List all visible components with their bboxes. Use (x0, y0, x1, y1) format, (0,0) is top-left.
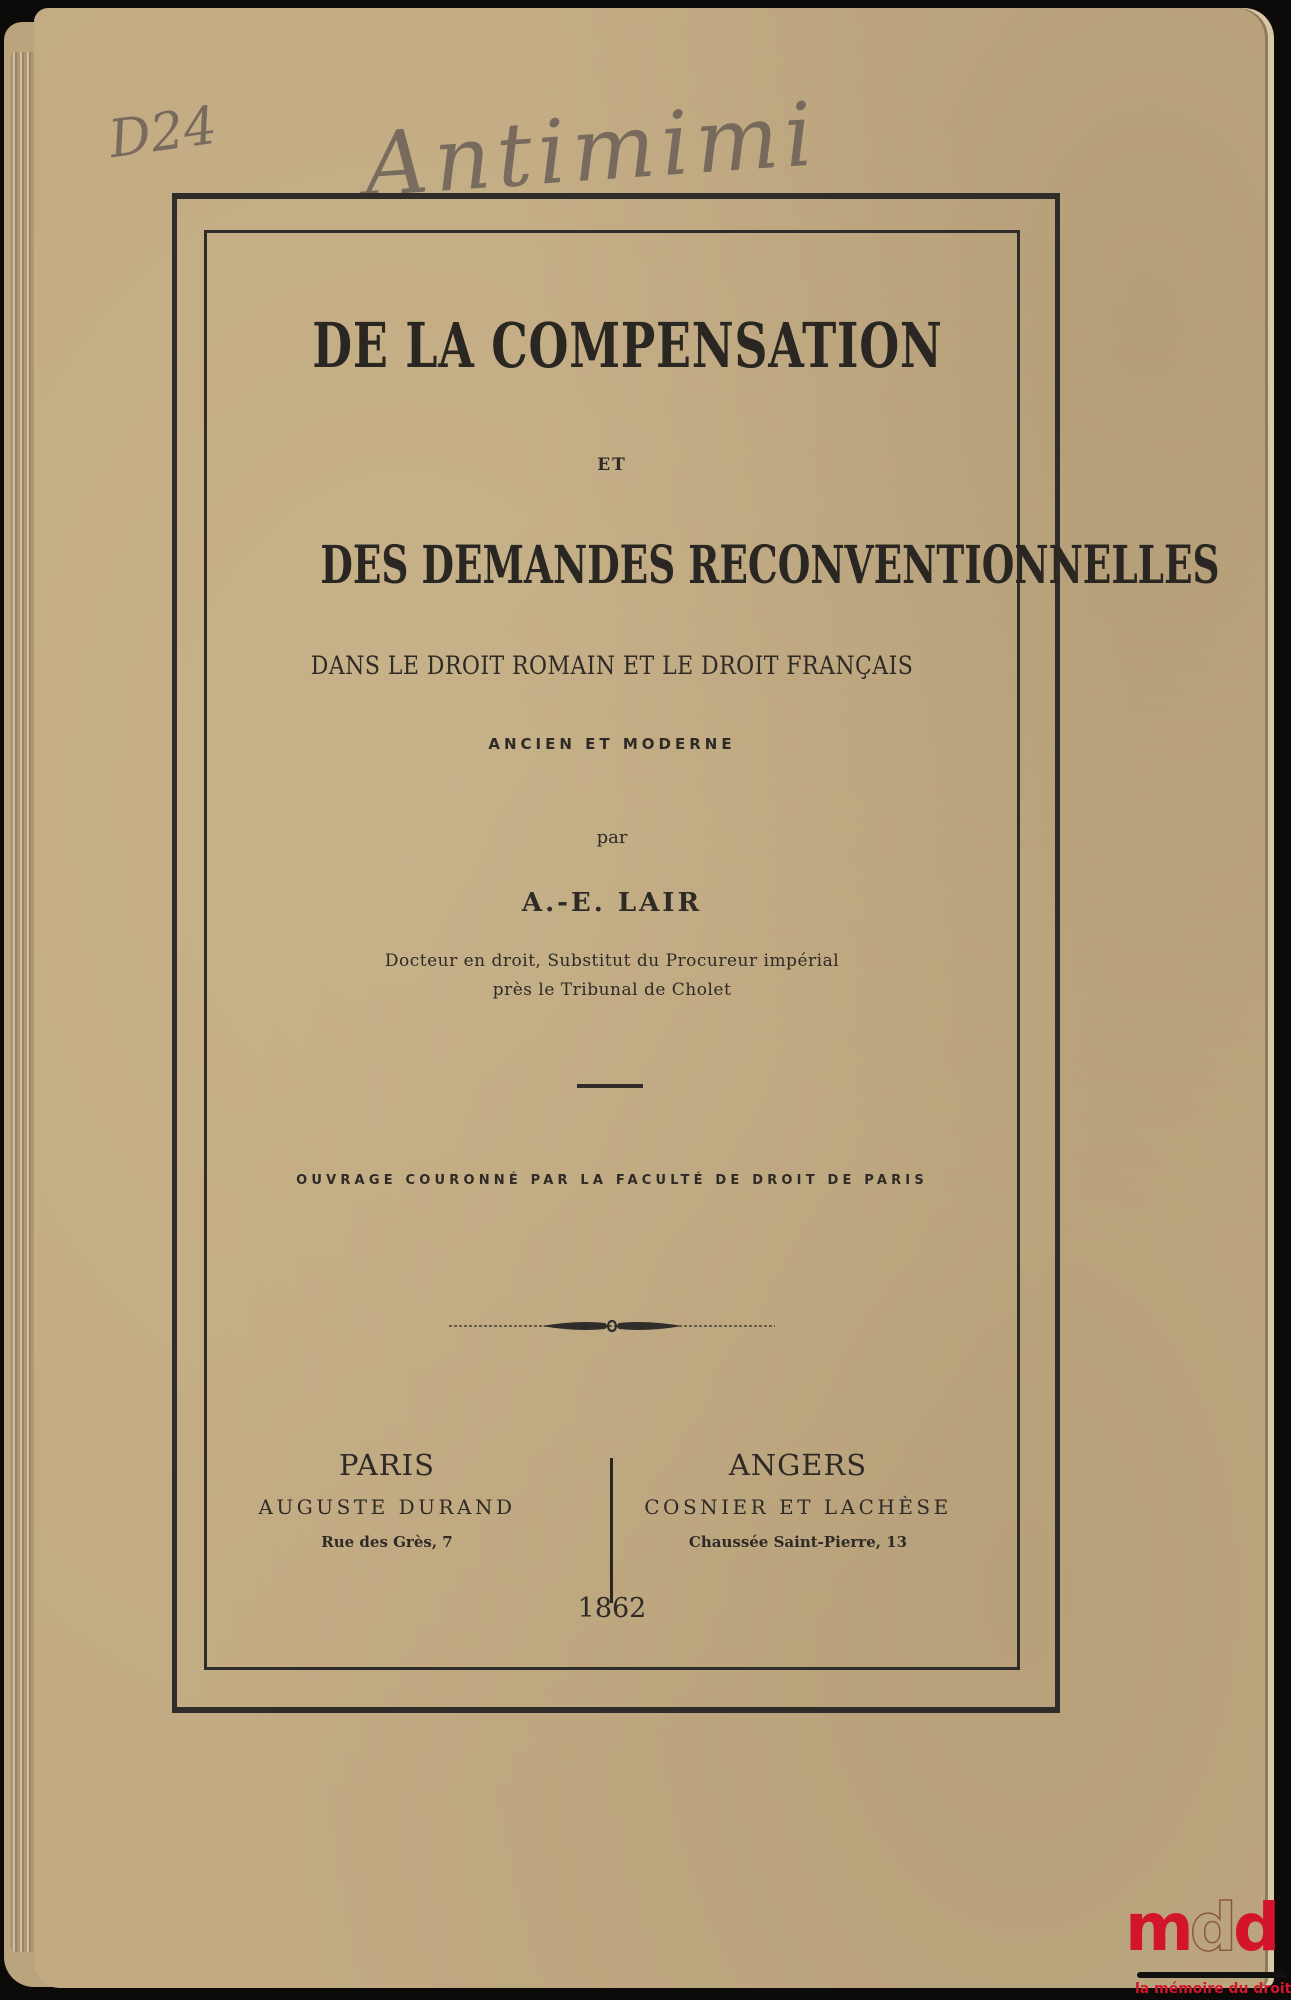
logo-letter-d-outline: d (1189, 1889, 1234, 1966)
logo-letter-m: m (1125, 1889, 1190, 1966)
mdd-logo-icon (1125, 1889, 1277, 1966)
short-rule-divider (577, 1084, 643, 1088)
mdd-watermark-logo (1125, 1889, 1291, 2000)
imprint-city: PARIS (339, 1448, 435, 1482)
imprint-publisher: AUGUSTE DURAND (258, 1495, 516, 1519)
credentials-line-2: près le Tribunal de Cholet (492, 980, 732, 1000)
logo-tagline: la mémoire du droit (1135, 1981, 1291, 1997)
publication-year: 1862 (577, 1593, 647, 1624)
title-line-2: DES DEMANDES RECONVENTIONNELLES (320, 535, 1220, 596)
author-credentials (207, 947, 1017, 1005)
title-conjunction: ET (597, 455, 627, 475)
logo-letter-d: d (1233, 1889, 1277, 1966)
imprint-angers (618, 1448, 978, 1551)
logo-underline (1137, 1972, 1287, 1978)
shelf-mark-annotation: D24 (105, 95, 221, 171)
imprint-city: ANGERS (728, 1448, 868, 1482)
title-line-1: DE LA COMPENSATION (312, 309, 943, 382)
ornamental-divider-icon (447, 1315, 777, 1337)
subtitle: DANS LE DROIT ROMAIN ET LE DROIT FRANÇAIS (310, 651, 914, 680)
imprint-paris (207, 1448, 567, 1551)
imprint-address: Rue des Grès, 7 (321, 1533, 453, 1551)
imprint-publisher: COSNIER ET LACHÈSE (644, 1495, 952, 1519)
award-statement: OUVRAGE COURONNÉ PAR LA FACULTÉ DE DROIT DE PARIS (296, 1173, 928, 1188)
credentials-line-1: Docteur en droit, Substitut du Procureur impérial (384, 951, 840, 971)
handwritten-signature: Antimimi (360, 82, 822, 217)
author-name: A.-E. LAIR (521, 888, 703, 918)
imprint-vertical-divider (610, 1458, 613, 1603)
title-page-content (207, 233, 1220, 1667)
imprint-address: Chaussée Saint-Pierre, 13 (688, 1533, 908, 1551)
by-label: par (596, 827, 628, 848)
subtitle-2: ANCIEN ET MODERNE (488, 735, 736, 753)
